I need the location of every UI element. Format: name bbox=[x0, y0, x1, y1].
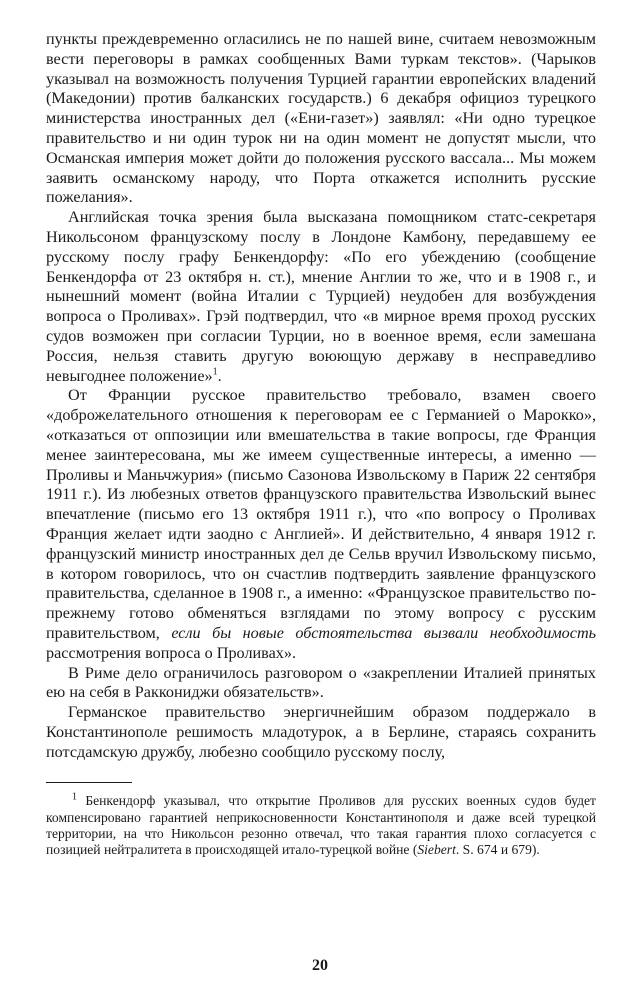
footnote-source-italic: Siebert bbox=[417, 842, 456, 858]
paragraph-3 bbox=[46, 386, 596, 663]
paragraph-1: пункты преждевременно огласились не по нашей вине, считаем невозможным вести переговоры в рамках сообщенных Вами туркам текстов». (Чарыков указывал на возможность получения Турцией гарантии европейских владений (Македонии) против балканских государств.) 6 декабря официоз турецкого министерства иностранных дел («Ени-газет») заявлял: «Ни одно турецкое правительство и ни один турок ни на один момент не допустят мысли, что Османская империя может дойти до положения русского вассала... Мы можем заявить османскому народу, что Порта откажется исполнить русские пожелания». bbox=[46, 30, 596, 207]
paragraph-2-text: Английская точка зрения была высказана помощником статс-секретаря Никольсоном французскому послу в Лондоне Камбону, передавшему ее русскому послу графу Бенкендорфу: «По его убеждению (сообщение Бенкендорфа от 23 октября н. ст.), мнение Англии то же, что и в 1908 г., и нынешний момент (война Италии с Турцией) неудобен для возбуждения вопроса о Проливах». Грэй подтвердил, что «в мирное время проход русских судов возможен при согласии Турции, но в военное время, если замешана Россия, нельзя ставить другую воюющую державу в несправедливо невыгоднее положение» bbox=[46, 208, 596, 385]
footnote-reference[interactable]: 1 bbox=[212, 366, 218, 378]
paragraph-3-italic: если бы новые обстоятельства вызвали необходимость bbox=[171, 623, 596, 642]
paragraph-2 bbox=[46, 208, 596, 386]
paragraph-5: Германское правительство энергичнейшим образом поддержало в Константинополе решимость младотурок, а в Берлине, стараясь сохранить потсдамскую дружбу, любезно сообщило русскому послу, bbox=[46, 703, 596, 761]
footnote bbox=[46, 793, 596, 858]
page-number: 20 bbox=[312, 957, 328, 974]
paragraph-2-tail: . bbox=[217, 366, 222, 385]
paragraph-4: В Риме дело ограничилось разговором о «закреплении Италией принятых ею на себя в Раккониджи обязательств». bbox=[46, 663, 596, 702]
paragraph-3-tail: рассмотрения вопроса о Проливах». bbox=[46, 643, 297, 662]
footnote-text: Бенкендорф указывал, что открытие Проливов для русских военных судов будет компенсировано гарантией неприкосновенности Константинополя и даже всей турецкой территории, на что Никольсон резонно отвечал, что такая гарантия плохо согласуется с позицией нейтралитета в происходящей итало-турецкой войне ( bbox=[46, 793, 596, 858]
paragraph-3-text: От Франции русское правительство требовало, взамен своего «доброжелательного отношения к переговорам ее с Германией о Марокко», «отказаться от оппозиции или вмешательства в такие вопросы, где Франция менее заинтересована, мы же имеем существенные интересы, а именно — Проливы и Маньчжурия» (письмо Сазонова Извольскому в Париж 22 сентября 1911 г.). Из любезных ответов французского правительства Извольский вынес впечатление (письмо его 13 октября 1911 г.), что «по вопросу о Проливах Франция желает идти заодно с Англией». И действительно, 4 января 1912 г. французский министр иностранных дел де Сельв вручил Извольскому письмо, в котором говорилось, что он счастлив подтвердить заявление французского правительства, сделанное в 1908 г., а именно: «Французское правительство по-прежнему готово обменяться взглядами по этому вопросу с русским правительством, bbox=[46, 386, 596, 642]
footnote-tail: . S. 674 и 679). bbox=[455, 842, 540, 858]
footnote-mark: 1 bbox=[72, 791, 77, 803]
main-text bbox=[46, 30, 596, 762]
footnote-divider bbox=[46, 782, 132, 783]
